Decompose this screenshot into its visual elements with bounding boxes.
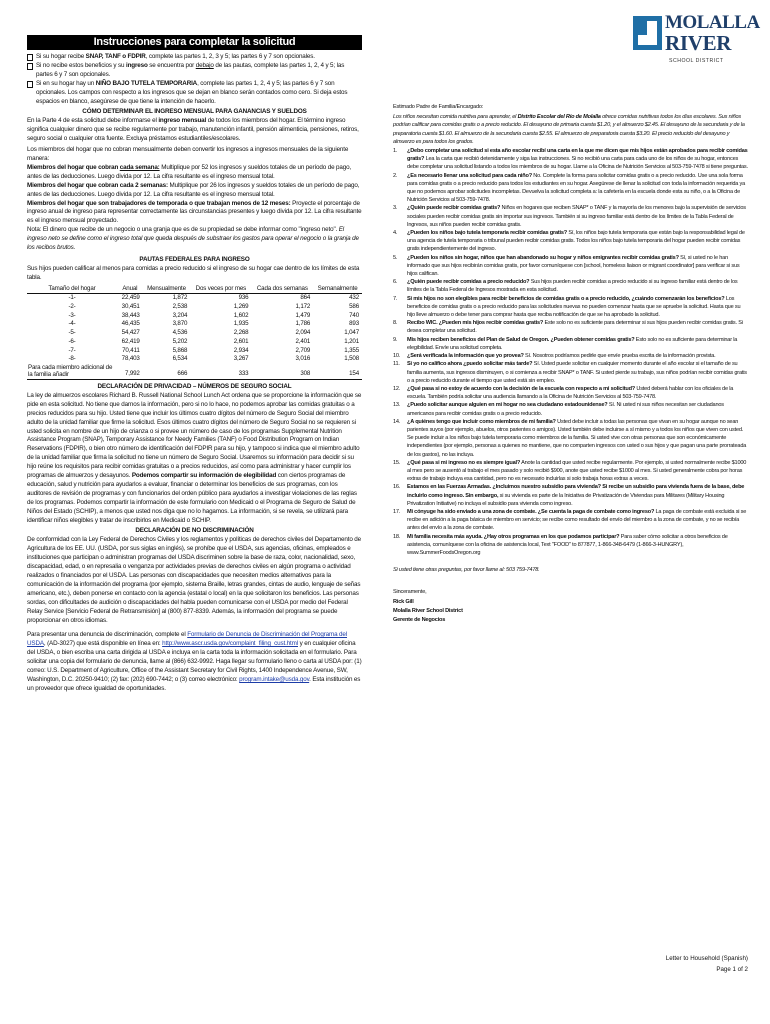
table-cell: 54,427	[121, 329, 140, 337]
bullet-foster: Si en su hogar hay un NIÑO BAJO TUTELA TEMPORARIA, complete las partes 1, 2, 4 y 5; las partes 6 y 7 son opcionales. Los campos con respecto a los ingresos que se dejan en blanco serán contados como cero. Si deja estos espacios en blanco, asegúrese de que tiene la intención de hacerlo.	[27, 80, 362, 107]
faq-question: ¿Será verificada la información que yo provea?	[407, 353, 524, 360]
faq-answer: Lea la carta que recibió detenidamente y siga las instrucciones. Si no recibió una carta para cada uno de los niños de su hogar, entonces debe completar una solicitud listando a todos los miembros de su hogar. Llame a la Oficina de Nutrición Servicios al 503-759-7478 si tiene preguntas.	[407, 156, 748, 171]
table-row	[27, 312, 362, 321]
table-cell: 5,202	[172, 337, 188, 345]
table-cell: 308	[251, 364, 313, 380]
faq-item	[393, 295, 748, 320]
table-cell: 333	[190, 364, 251, 380]
table-header: Mensualmente	[143, 285, 191, 294]
table-cell: 62,419	[121, 337, 140, 345]
logo-text: RIVER	[665, 31, 732, 55]
faq-answer: Sí, los niños bajo tutela temporaria que están bajo la responsabilidad legal de una agencia de tutela temporaria o tribunal pueden recibir comidas gratis. Todos los niños bajo tutela temporaria del hogar pueden recibir comidas gratis independientemente del ingreso.	[407, 230, 745, 253]
table-row	[27, 329, 362, 338]
faq-question: Estamos en las Fuerzas Armadas. ¿Incluimos nuestro subsidio para vivienda? Si recibe un subsidio para vivienda fuera de la base, debe incluirlo como ingreso. Sin embargo,	[407, 484, 745, 499]
faq-item	[393, 483, 748, 508]
table-cell: 1,508	[344, 355, 359, 363]
table-cell: -4-	[68, 320, 76, 328]
table-cell: 2,538	[172, 303, 188, 311]
table-cell: 1,269	[233, 303, 249, 311]
faq-question: ¿Es necesario llenar una solicitud para cada niño?	[407, 172, 532, 179]
signer-title: Gerente de Negocios	[393, 616, 446, 623]
faq-item	[393, 172, 748, 205]
table-cell: -1-	[68, 294, 76, 302]
table-cell: 2,094	[295, 329, 311, 337]
faq-question: ¿Qué pasa si mi ingreso no es siempre igual?	[407, 459, 521, 466]
faq-answer: No. Complete la forma para solicitar comidas gratis o a precio reducido. Use una sola forma para comidas gratis o a precio reducido para todos los estudiantes en su hogar. Asegúrese de llenar la solicitud con toda la información requerida ya que no podemos aprobar solicitudes incompletas. Devuelva la solicitud completa a: la cafetería en la escuela donde esta su niño, o a la Oficina de Nutrición Servicios al 503-759-7478.	[407, 172, 746, 204]
table-row	[27, 320, 362, 329]
faq-number: 17.	[393, 508, 401, 515]
table-cell: -7-	[68, 346, 76, 354]
faq-number: 3.	[393, 205, 398, 212]
faq-item	[393, 336, 748, 352]
faq-number: 16.	[393, 484, 401, 491]
table-row	[27, 303, 362, 312]
table-cell: -5-	[68, 329, 76, 337]
table-row-additional	[27, 364, 362, 380]
logo-mark-icon	[633, 16, 662, 50]
table-cell: 1,935	[233, 320, 249, 328]
intro-paragraph: Los niños necesitan comida nutritiva para aprender, el Distrito Escolar del Río de Molalla ofrece comidas nutritivas todos los días escolares. Sus niños podrían calificar para comidas gratis o a precio reducido. El desayuno de primaria cuesta $1.20, y el almuerzo $2.45. El desayuno de la secundaria y de la preparatoria cuesta $1.60. El almuerzo de la secundaria cuesta $2.55. El almuerzo de preparatoria cuesta $3.20. El precio reducido del desayuno y almuerzo es para todos los grados.	[393, 114, 745, 145]
faq-number: 5.	[393, 254, 398, 261]
faq-answer: Sí. Usted puede solicitar en cualquier momento durante el año escolar si el tamaño de su familia aumenta, sus ingresos disminuyen, o si comienza a recibir SNAP* o TANF. Si usted pierde su trabajo, sus niños podrían recibir comidas gratis o a precio reducido durante el tiempo que usted está sin empleo.	[407, 361, 747, 384]
faq-item	[393, 204, 748, 229]
instruction-bullets	[27, 53, 362, 106]
income-seasonal-paragraph: Miembros del hogar que son trabajadores de temporada o que trabajan menos de 12 meses: Proyecte el porcentaje de ingreso anual de ingreso para representar correctamente las circunstancias presentes y luego divida por 12. La cifra resultante es el ingreso mensual proyectado.	[27, 199, 362, 225]
closing-line: Si usted tiene otras preguntas, por favor llame al: 503 759-7478.	[393, 567, 540, 574]
faq-answer: Niños en hogares que reciben SNAP* o TANF y la mayoría de los menores bajo la supervisión de servicios sociales pueden recibir comidas gratis sin importar sus ingresos. También si su ingreso familiar está dentro de los límites de la Tabla Federal de Ingresos, sus niños pueden recibir comidas gratis.	[407, 205, 746, 228]
checkbox-icon	[27, 63, 33, 70]
table-cell: 6,534	[172, 355, 188, 363]
faq-list	[393, 147, 748, 557]
faq-item	[393, 385, 748, 401]
faq-number: 12.	[393, 385, 401, 392]
faq-question: Recibo WIC. ¿Pueden mis hijos recibir comidas gratis?	[407, 320, 544, 327]
table-cell: 2,934	[233, 346, 249, 354]
table-cell: 3,267	[233, 355, 249, 363]
faq-question: ¿Quién puede recibir comidas gratis?	[407, 205, 501, 212]
privacy-paragraph: La ley de almuerzos escolares Richard B. Russell National School Lunch Act ordena que se proporcione la información que se pide en esta solicitud. No tiene que darnos la información, pero si no lo hace, no podemos aprobar las comidas gratuitas o a precios reducidos para su hijo. Usted tiene que incluir los últimos cuatro dígitos del número de Seguro Social del miembro adulto de la unidad familiar que firme la solicitud. Esos últimos cuatro dígitos del número de Seguro Social no se requieren si usted solicita en nombre de un hijo de crianza o si provee un número de caso de los programas Supplemental Nutrition Assistance Program (SNAP), Temporary Assistance for Needy Families (TANF) o Food Distribution Program on Indian Reservations (FDPIR), o bien otro número de identificación del FDPIR para su hijo, y tampoco si indica que el miembro adulto de la unidad familiar que firma la solicitud no tiene un número de Seguro Social. Usaremos su información para decidir si su hijo reúne los requisitos para recibir comidas gratuitas o a precios reducidos, así como para administrar y hacer cumplir los programas de almuerzos y desayunos. Podemos compartir su información de elegibilidad con ciertos programas de educación, salud y nutrición para ayudarlos a evaluar, financiar o determinar los beneficios de sus programas, con los auditores de revisión de programas y con funcionarios del orden público para ayudarlos a investigar violaciones de las reglas de los programas. Podemos compartir la información de este formulario con Medicaid o el Programa de Seguro de Salud de Niños del Estado (SCHIP), a menos que usted nos diga que no lo hagamos. La información, si se revela, se utilizará para identificar niños elegibles y tratar de inscribirlos en Medicaid o SCHIP.	[27, 391, 362, 524]
faq-item	[393, 147, 748, 172]
faq-answer: Esto solo no es suficiente para determinar la elegibilidad. Envíe una solicitud completa.	[407, 336, 738, 351]
faq-item	[393, 229, 748, 254]
faq-number: 13.	[393, 402, 401, 409]
faq-answer: Usted deberá hablar con los oficiales de la escuela. También podría solicitar una audiencia llamando a la Oficina de Nutrición Servicios al 503-759-7478.	[407, 385, 734, 401]
bullet-income: Si no recibe estos beneficios y su ingreso se encuentra por debajo de las pautas, complete las partes 1, 2, 4 y 5; las partes 6 y 7 son opcionales.	[27, 62, 362, 80]
faq-question: Mis hijos reciben beneficios del Plan de Salud de Oregon. ¿Pueden obtener comidas gratis?	[407, 336, 635, 343]
faq-answer: Sí. Nosotros podríamos pedirle que envíe prueba escrita de la información provista.	[523, 353, 716, 360]
page-title: Instrucciones para completar la solicitud	[27, 35, 362, 50]
faq-number: 14.	[393, 418, 401, 425]
table-cell: 666	[143, 364, 191, 380]
faq-number: 2.	[393, 172, 398, 179]
table-cell: 4,536	[172, 329, 188, 337]
table-cell: 1,201	[344, 337, 359, 345]
income-paragraph: En la Parte 4 de esta solicitud debe informarse el ingreso mensual de todos los miembros del hogar. El término ingreso significa cualquier dinero que se recibe regularmente por trabajo, manutención infantil, pensión alimenticia, pensiones, retiros, seguro social o cualquier otra fuente. Excluya préstamos estudiantiles/escolares.	[27, 117, 359, 143]
logo-text: MOLALLA	[665, 12, 760, 33]
faq-answer: Anote la cantidad que usted recibe regularmente. Por ejemplo, si usted normalmente recibe $1000 al mes pero se ausentó al trabajo el mes pasado y solo recibió $900, anote que usted recibe $1000 al mes. Si usted generalmente cobra por horas extras de trabajo incluya esa cantidad, pero no es necesario incluirlas si solo trabaja horas extras a veces.	[407, 459, 747, 483]
table-row	[27, 338, 362, 347]
faq-answer: Sí, si usted no le han informado que sus hijos recibirán comidas gratis, por favor comuníquese con [school, homeless liaison or migrant coordinator] para verificar si sus hijos califican.	[407, 254, 740, 278]
income-biweekly-paragraph: Miembros del hogar que cobran cada 2 semanas: Multiplique por 26 los ingresos y sueldos totales de un período de pago, antes de las deducciones. Luego divida por 12. La cifra resultante es el ingreso mensual total.	[27, 181, 360, 198]
table-cell: 3,204	[172, 311, 188, 319]
table-cell: 2,401	[295, 337, 311, 345]
faq-question: Si mis hijos no son elegibles para recibir beneficios de comidas gratis o a precio reducido, ¿cuándo comenzarán los beneficios?	[407, 295, 725, 302]
table-cell: 936	[238, 294, 249, 302]
faq-number: 7.	[393, 295, 398, 302]
table-cell: 7,992	[117, 364, 143, 380]
faq-answer: si su vivienda es parte de la Iniciativa de Privatización de Viviendas para Militares (Military Housing Privatization Initiative) no incluya el subsidio para vivienda como ingreso.	[407, 492, 725, 507]
table-cell: -8-	[68, 355, 76, 363]
table-header: Semanalmente	[313, 285, 362, 294]
table-cell: Para cada miembro adicional de la familia añadir	[27, 364, 117, 380]
income-weekly-paragraph: Miembros del hogar que cobran cada semana: Multiplique por 52 los ingresos y sueldos totales de un período de pago, antes de las deducciones. Luego divida por 12. La cifra resultante es el ingreso mensual total.	[27, 163, 352, 180]
faq-question: Mi cónyuge ha sido enviado a una zona de combate. ¿Se cuenta la paga de combate como ingreso?	[407, 508, 655, 515]
complaint-paragraph: Para presentar una denuncia de discriminación, complete el Formulario de Denuncia de Discriminación del Programa del USDA, (AD-3027) que está disponible en línea en: http://www.ascr.usda.gov/complaint_filing_cust.html y en cualquier oficina del USDA, o bien escriba una carta dirigida al USDA e incluya en la carta toda la información solicitada en el formulario. Para solicitar una copia del formulario de denuncia, llame al (866) 632-9992. Haga llegar su formulario lleno o carta al USDA por: (1) correo: U.S. Department of Agriculture, Office of the Assistant Secretary for Civil Rights, 1400 Independence Avenue, SW, Washington, D.C. 20250-9410; (2) fax: (202) 690-7442; o (3) correo electrónico: program.intake@usda.gov. Esta institución es un proveedor que ofrece igualdad de oportunidades.	[27, 631, 362, 692]
table-cell: 586	[349, 303, 359, 311]
signer-name: Rick Gill	[393, 598, 414, 605]
table-cell: 1,479	[295, 311, 311, 319]
faq-item	[393, 401, 748, 417]
logo-subtitle: SCHOOL DISTRICT	[669, 58, 724, 64]
faq-answer: Usted debe incluir a todas las personas que vivan en su hogar aunque no sean parientes suyos (por ejemplo, abuelos, otros parientes o amigos). Usted también debe incluirse a sí mismo y a todos los niños que viven con usted. Se puede incluir a los niños bajo tutela temporaria como miembros de la familia. Si usted vive con otras personas que son económicamente independientes (por ejemplo, personas a quienes no mantiene, que no comparten ingresos con usted o sus hijos y que pagan una parte prorrateada de los gastos), no las incluya.	[407, 418, 747, 458]
faq-answer: La paga de combate está excluida si se recibe en adición a la paga básica de miembro en servicio; se recibe como resultado del envío del miembro a la zona de combate, y no se recibía antes del envío a la zona de combate.	[407, 508, 747, 532]
faq-number: 15.	[393, 459, 401, 466]
faq-item	[393, 278, 748, 294]
nondiscrimination-paragraph: De conformidad con la Ley Federal de Derechos Civiles y los reglamentos y políticas de derechos civiles del Departamento de Agricultura de los EE. UU. (USDA, por sus siglas en inglés), se prohíbe que el USDA, sus agencias, oficinas, empleados e instituciones que participan o administran programas del USDA discriminen sobre la base de raza, color, nacionalidad, sexo, discapacidad, edad, o en represalia o venganza por actividades previas de derechos civiles en algún programa o actividad realizados o financiados por el USDA. Las personas con discapacidades que necesiten medios alternativos para la comunicación de la información del programa (por ejemplo, sistema Braille, letras grandes, cintas de audio, lenguaje de señas americano, etc.), deben ponerse en contacto con la agencia (estatal o local) en la que solicitaron los beneficios. Las personas sordas, con dificultades de audición o discapacidades del habla pueden comunicarse con el USDA por medio del Federal Relay Service [Servicio Federal de Retransmisión] al (800) 877-8339. Además, la información del programa se puede proporcionar en otros idiomas.	[27, 536, 362, 624]
faq-item	[393, 508, 748, 533]
table-cell: 1,047	[344, 329, 359, 337]
faq-question: ¿Pueden los niños sin hogar, niños que han abandonado su hogar y niños emigrantes recibir comidas gratis?	[407, 254, 679, 261]
faq-number: 10.	[393, 353, 401, 360]
checkbox-icon	[27, 81, 33, 88]
table-cell: 740	[349, 311, 359, 319]
guidelines-subtitle: Sus hijos pueden calificar al menos para comidas a precio reducido si el ingreso de su hogar cae dentro de los límites de esta tabla.	[27, 264, 360, 281]
table-cell: 432	[349, 294, 359, 302]
table-header: Dos veces por mes	[190, 285, 251, 294]
faq-question: ¿Debo completar una solicitud si esta año escolar recibí una carta en la que me dicen que mis hijos están aprobados para recibir comidas gratis?	[407, 148, 748, 163]
table-header: Tamaño del hogar	[27, 285, 117, 294]
faq-question: ¿A quiénes tengo que incluir como miembros de mi familia?	[407, 418, 556, 425]
faq-question: ¿Qué pasa si no estoy de acuerdo con la decisión de la escuela con respecto a mi solicitud?	[407, 385, 636, 392]
faq-number: 6.	[393, 279, 398, 286]
faq-number: 1.	[393, 148, 398, 155]
complaint-form-link[interactable]: Formulario de Denuncia de Discriminación del Programa del USDA	[27, 631, 348, 648]
table-cell: 5,868	[172, 346, 188, 354]
faq-answer: Sus hijos pueden recibir comidas a precio reducido si su ingreso familiar está dentro de los límites de la Tabla Federal de Ingresos mostrada en esta solicitud.	[407, 279, 738, 294]
sincerely: Sinceramente,	[393, 589, 427, 596]
table-cell: 78,403	[121, 355, 140, 363]
table-cell: 30,451	[121, 303, 140, 311]
ascr-url-link[interactable]: http://www.ascr.usda.gov/complaint_filing_cust.html	[162, 640, 298, 648]
faq-item	[393, 319, 748, 335]
faq-question: ¿Quién puede recibir comidas a precio reducido?	[407, 279, 530, 286]
footer-doc-name: Letter to Household (Spanish)	[665, 955, 748, 962]
faq-item	[393, 254, 748, 279]
faq-answer: Los beneficios de comidas gratis o a precio reducido para las solicitudes nuevas no pueden comenzar hasta que se apruebe la solicitud. Hasta que su hijo lleve almuerzo o debe tener para comprar hasta que reciba notificación de que se ha aprobado la solicitud.	[407, 295, 741, 319]
income-heading: CÓMO DETERMINAR EL INGRESO MENSUAL PARA GANANCIAS Y SUELDOS	[82, 108, 307, 116]
table-cell: 1,172	[295, 303, 311, 311]
table-cell: 864	[300, 294, 311, 302]
faq-item	[393, 533, 748, 558]
faq-question: Mi familia necesita más ayuda. ¿Hay otros programas en los que podamos participar?	[407, 533, 620, 540]
faq-item	[393, 459, 748, 484]
faq-number: 8.	[393, 320, 398, 327]
faq-number: 11.	[393, 361, 400, 368]
greeting: Estimado Padre de Familia/Encargado:	[393, 104, 484, 110]
table-cell: 2,268	[233, 329, 249, 337]
table-cell: 2,709	[295, 346, 311, 354]
table-cell: 22,459	[121, 294, 140, 302]
district-logo	[633, 12, 760, 95]
faq-answer: Sí. Ni usted ni sus niños necesitan ser ciudadanos americanos para recibir comidas gratis o a precio reducido.	[407, 402, 724, 417]
table-row	[27, 355, 362, 364]
table-row	[27, 347, 362, 356]
table-cell: 1,872	[172, 294, 188, 302]
signature-block	[393, 588, 748, 624]
faq-question: Si yo no califico ahora ¿puedo solicitar más tarde?	[407, 361, 533, 368]
table-cell: 1,786	[295, 320, 311, 328]
income-table	[27, 285, 362, 380]
table-row	[27, 294, 362, 303]
bullet-snap: Si su hogar recibe SNAP, TANF o FDPIR, complete las partes 1, 2, 3 y 5; las partes 6 y 7 son opcionales.	[27, 53, 362, 62]
table-cell: 3,016	[295, 355, 311, 363]
faq-number: 4.	[393, 230, 398, 237]
privacy-heading: DECLARACIÓN DE PRIVACIDAD – NÚMEROS DE SEGURO SOCIAL	[97, 382, 292, 390]
table-cell: 70,411	[122, 346, 140, 354]
faq-item	[393, 352, 748, 360]
nondiscrimination-heading: DECLARACIÓN DE NO DISCRIMINACIÓN	[135, 527, 254, 535]
faq-number: 9.	[393, 336, 398, 343]
income-convert-paragraph: Los miembros del hogar que no cobran mensualmente deben convertir los ingresos a ingresos mensuales de la siguiente manera:	[27, 146, 349, 162]
table-cell: -3-	[68, 311, 76, 319]
guidelines-heading: PAUTAS FEDERALES PARA INGRESO	[139, 255, 250, 263]
table-header: Cada dos semanas	[251, 285, 313, 294]
table-header-row	[27, 285, 362, 294]
faq-number: 18.	[393, 533, 401, 540]
signer-org: Molalla River School District	[393, 607, 463, 614]
right-column	[393, 103, 748, 624]
page-footer	[666, 954, 748, 975]
faq-question: ¿Pueden los niños bajo tutela temporaria recibir comidas gratis?	[407, 230, 568, 237]
faq-item	[393, 360, 748, 385]
faq-item	[393, 418, 748, 459]
table-cell: 38,443	[121, 311, 140, 319]
table-cell: 3,870	[172, 320, 188, 328]
table-cell: 893	[349, 320, 359, 328]
table-cell: 1,355	[344, 346, 359, 354]
table-cell: -6-	[68, 337, 76, 345]
table-cell: 46,435	[121, 320, 140, 328]
footer-page-number: Page 1 of 2	[716, 965, 748, 973]
table-header: Anual	[117, 285, 143, 294]
left-column	[27, 35, 362, 694]
income-note: Nota: El dinero que recibe de un negocio o una granja que es de su propiedad se debe informar como "ingreso neto". El ingreso neto se define como el ingreso total que queda después de substraer los gastos para operar el negocio o la granja de los recibos brutos.	[27, 226, 359, 252]
email-link[interactable]: program.intake@usda.gov	[239, 675, 310, 683]
faq-answer: Para saber cómo solicitar a otros beneficios de asistencia, comuníquese con la oficina de asistencia local, Text "FOOD" to 877877, 1-866-348-6479 (1-866-3-HUNGRY), www.SummerFoodsOregon.org	[407, 533, 728, 556]
faq-answer: Este solo no es suficiente para determinar si sus hijos pueden recibir comidas gratis. Si desea completar una solicitud.	[407, 320, 743, 335]
checkbox-icon	[27, 54, 33, 61]
table-cell: 2,601	[233, 337, 249, 345]
faq-question: ¿Puedo solicitar aunque alguien en mi hogar no sea ciudadano estadounidense?	[407, 402, 608, 409]
table-cell: 154	[313, 364, 362, 380]
table-cell: 1,602	[233, 311, 249, 319]
table-cell: -2-	[68, 303, 76, 311]
